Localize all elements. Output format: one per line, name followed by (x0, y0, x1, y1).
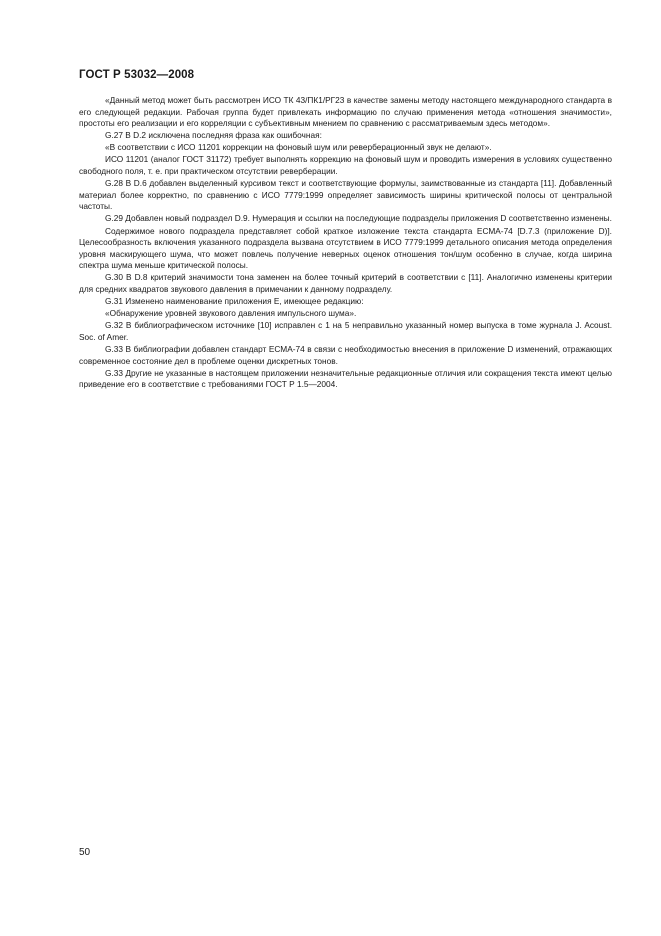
paragraph: «Обнаружение уровней звукового давления импульсного шума». (105, 308, 357, 319)
document-header: ГОСТ Р 53032—2008 (79, 69, 195, 81)
paragraph: Содержимое нового подраздела представляет собой краткое изложение текста стандарта ЕСМА-74 [D.7.3 (приложение D)]. Целесообразность включения указанного подраздела вызвана отсутствием в ИСО 7779:1999 детального описания метода определения уровня маскирующего шума, что может повлечь получение неверных оценок отношения тон/шум особенно в случае, когда ширина спектра шума меньше критической полосы. (79, 225, 612, 271)
body-text (79, 95, 612, 391)
paragraph: «В соответствии с ИСО 11201 коррекции на фоновый шум или реверберационный звук не делают». (105, 142, 492, 153)
paragraph: G.33 В библиографии добавлен стандарт ЕСМА-74 в связи с необходимостью внесения в приложение D изменений, отражающих современное состояние дел в проблеме оценки дискретных тонов. (79, 343, 612, 366)
paragraph: «Данный метод может быть рассмотрен ИСО ТК 43/ПК1/РГ23 в качестве замены методу настоящего международного стандарта в его следующей редакции. Рабочая группа будет привлекать информацию по случаю применения метода «отношения значимости», простоты его реализации и его корреляции с субъективным мнением по сравнению с рассматриваемым здесь методом». (79, 95, 612, 129)
paragraph: G.31 Изменено наименование приложения Е, имеющее редакцию: (105, 296, 364, 307)
page-number: 50 (79, 847, 91, 858)
paragraph: G.29 Добавлен новый подраздел D.9. Нумерация и ссылки на последующие подразделы приложения D соответственно изменены. (105, 213, 612, 224)
paragraph: G.32 В библиографическом источнике [10] исправлен с 1 на 5 неправильно указанный номер выпуска в томе журнала J. Acoust. Soc. of Amer. (79, 320, 612, 342)
paragraph: G.28 В D.6 добавлен выделенный курсивом текст и соответствующие формулы, заимствованные из стандарта [11]. Добавленный материал более корректно, по сравнению с ИСО 7779:1999 определяет зависимость ширины критической полосы от центральной частоты. (79, 178, 612, 212)
paragraph: G.30 В D.8 критерий значимости тона заменен на более точный критерий в соответствии с [11]. Аналогично изменены критерии для средних квадратов звукового давления в примечании к данному подразделу. (79, 272, 612, 294)
paragraph: G.27 В D.2 исключена последняя фраза как ошибочная: (105, 130, 322, 141)
paragraph: G.33 Другие не указанные в настоящем приложении незначительные редакционные отличия или сокращения текста имеют целью приведение его в соответствие с требованиями ГОСТ Р 1.5—2004. (79, 367, 612, 390)
paragraph: ИСО 11201 (аналог ГОСТ 31172) требует выполнять коррекцию на фоновый шум и проводить измерения в условиях существенно свободного поля, т. е. при практическом отсутствии реверберации. (79, 154, 612, 177)
